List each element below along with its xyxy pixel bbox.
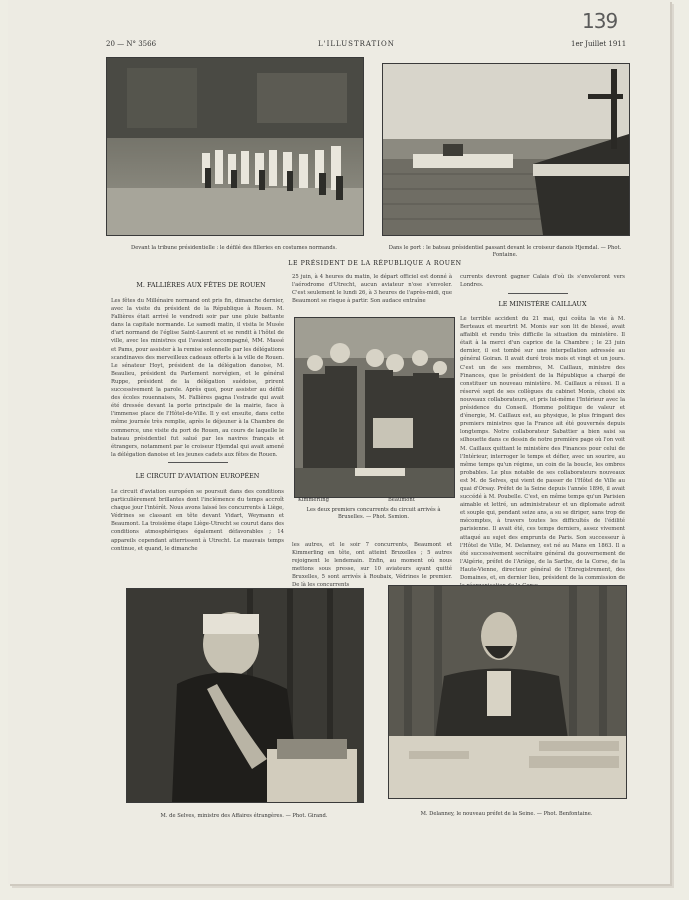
handwritten-page-number: 139	[582, 9, 618, 33]
article-circuit-cont: 25 juin, à 4 heures du matin, le départ officiel est donné à l'aérodrome d'Utrecht, aucun aviateur n'ose s'envoler. C'est seulement le lundi 26, à 3 heures de l'après-midi, que Beaumont se risque à partir. Son audace entraîne	[292, 274, 452, 305]
section-title-president: LE PRÉSIDENT DE LA RÉPUBLIQUE A ROUEN	[288, 260, 462, 267]
article-fallieres: Les fêtes du Millénaire normand ont pris fin, dimanche dernier, avec la visite du président de la République à Rouen. M. Fallières était arrivé le vendredi soir par une pluie battante dans la capitale normande. Le samedi matin, il visita le Musée d'art normand de l'église Saint-Laurent et se rendit à l'hôtel de ville, avec les ministres qui l'avaient accompagné, MM. Massé et Pams, pour assister à la remise solennelle par les délégations scandinaves des merveilleux cadeaux offerts à la ville de Rouen. Le sénateur Hoyt, président de la délégation danoise, M. Beaulieu, président du Parlement norvégien, et le général Ruppe, président de la délégation suédoise, prirent successivement la parole. Après quoi, pour assister au défilé des écoles rouennaises, M. Fallières gagna l'estrade qui avait été dressée devant la porte principale de la mairie, face à l'immense place de l'Hôtel-de-Ville. Il y est ensuite, dans cette même journée très remplie, après le déjeuner à la Chambre de commerce, une visite du port de Rouen, au cours de laquelle le bateau présidentiel fut salué par les navires français et étrangers, notamment par le croiseur Hjemdal qui avait amené la délégation danoise et les jeunes cadets aux fêtes de Rouen.	[111, 298, 284, 458]
article-caillaux: Le terrible accident du 21 mai, qui coûta la vie à M. Berteaux et meurtrit M. Monis sur son lit de blessé, avait affaibli et rendu très difficile la situation du ministère. Il était à la merci d'un caprice de la Chambre ; le 23 juin dernier, il est tombé sur une interpellation adressée au général Goiran. Il avait duré trois mois et vingt et un jours. C'est un de ses membres, M. Caillaux, ministre des Finances, que le président de la République a chargé de constituer un nouveau ministère. M. Caillaux a réussi. Il a réservé sept de ses collègues du cabinet Monis, choisi six nouveaux collaborateurs, et pris lui-même l'Intérieur avec la présidence du Conseil. Homme politique de valeur et d'énergie, M. Caillaux est, au physique, le plus fringant des premiers ministres que la France ait été gouvernés depuis longtemps. Notre collaborateur Sabattier a bien saisi sa silhouette dans ce dessin de notre première page où l'on voit M. Caillaux quittant le ministère des Finances pour celui de l'Intérieur, interroger le temps et défier, avec un sourire, au même temps qu'un régime, un coin de la boucle, les ombres probables. Le plus notable de ses collaborateurs nouveaux est M. de Selves, qui vient de passer de l'Hôtel de Ville au quai d'Orsay. Préfet de la Seine depuis l'année 1896, il avait succédé à M. Poubelle. C'est, en même temps qu'un Parisien aimable et lettré, un administrateur et un diplomate adroit et souple qui, pendant seize ans, a su se diriger, sans trop de mécomptes, à travers toutes les difficultés de l'édilité parisienne. Il avait été, ces temps derniers, assez vivement attaqué au sujet des emprunts de Paris. Son successeur à l'Hôtel de Ville, M. Delanney, est né au Mans en 1863. Il a été successivement secrétaire général du gouvernement de l'Algérie, préfet de l'Ariège, de la Sarthe, de la Corse, de la Haute-Vienne, directeur général de l'Enregistrement, des Domaines, et, en dernier lieu, président de la commission de	[460, 316, 625, 581]
photo-parade	[106, 57, 364, 236]
magazine-page	[8, 0, 670, 884]
section-title-caillaux: LE MINISTÈRE CAILLAUX	[498, 300, 587, 308]
caption-delanney: M. Delanney, le nouveau préfet de la Seine. — Phot. Benfontaine.	[420, 811, 593, 817]
article-circuit-end: les autres, et le soir 7 concurrents, Beaumont et Kimmerling en tête, ont atteint Bruxelles ; 5 autres rejoignent le lendemain. Enfin, au moment où nous mettons sous presse, sur 10 aviateurs ayant quitté Bruxelles, 5 sont arrivés à Roubaix, Védrines le premier. De là les concurrents	[292, 542, 452, 589]
publication-title: L'ILLUSTRATION	[318, 40, 395, 48]
photo-harbor	[382, 63, 630, 236]
photo-de-selves	[126, 588, 364, 803]
section-divider	[508, 293, 568, 294]
label-kimmerling: Kimmerling	[298, 497, 329, 503]
caption-harbor: Dans le port : le bateau présidentiel passant devant le croiseur danois Hjemdal. — Phot. Fontaine.	[388, 245, 622, 258]
section-title-fallieres: M. FALLIÈRES AUX FÊTES DE ROUEN	[136, 281, 266, 289]
photo-delanney	[388, 585, 627, 799]
caption-aviators: Les deux premiers concurrents du circuit arrivés à Bruxelles. — Phot. Ssmion.	[306, 507, 441, 520]
caption-parade: Devant la tribune présidentielle : le défilé des filleries en costumes normands.	[131, 245, 337, 251]
caption-de-selves: M. de Selves, ministre des Affaires étrangères. — Phot. Girand.	[160, 813, 328, 819]
photo-aviators	[294, 317, 455, 498]
article-circuit-final: currents devront gagner Calais d'où ils s'envoleront vers Londres.	[460, 274, 625, 289]
page-number-issue: 20 — N° 3566	[106, 40, 157, 48]
section-divider	[168, 462, 228, 463]
issue-date: 1er Juillet 1911	[571, 40, 627, 48]
article-circuit: Le circuit d'aviation européen se poursuit dans des conditions particulièrement brillantes dont l'inclémence du temps accroît chaque jour l'intérêt. Nous avons laissé les concurrents à Liège, Védrines se classant en tête devant Vidart, Weymann et Beaumont. La troisième étape Liège-Utrecht se courut dans des conditions atmosphériques également défavorables ; 14 appareils cependant atterrissent à Utrecht. Le mauvais temps continue, et quand, le dimanche	[111, 489, 284, 552]
label-beaumont: Beaumont	[388, 497, 415, 503]
section-title-circuit: LE CIRCUIT D'AVIATION EUROPÉEN	[135, 472, 260, 480]
